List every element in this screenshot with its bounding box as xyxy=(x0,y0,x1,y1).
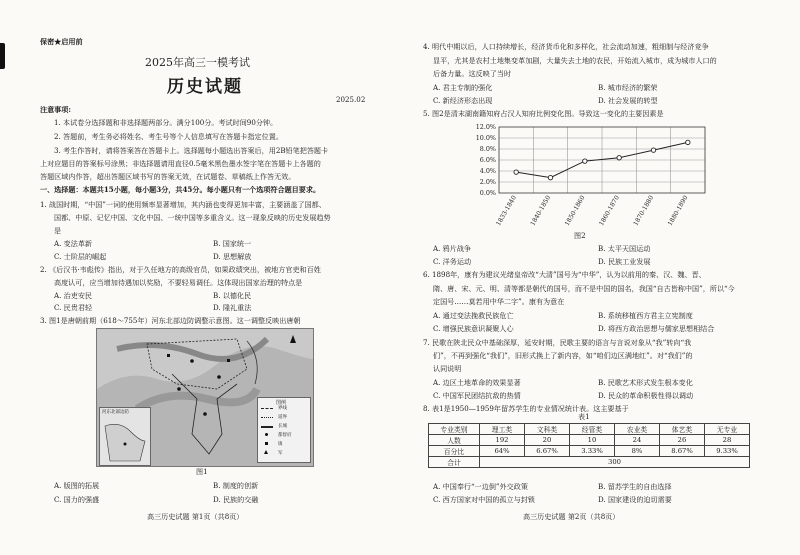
table-cell: 300 xyxy=(480,457,750,468)
table-row xyxy=(429,446,750,457)
q4-option-d[interactable]: D. 社会发展的转型 xyxy=(598,96,658,105)
data-point xyxy=(617,156,621,160)
q6-option-a[interactable]: A. 通过变法挽救民族危亡 xyxy=(433,311,514,320)
tang-border-map xyxy=(96,328,314,467)
q1-option-a[interactable]: A. 变法革新 xyxy=(54,239,93,248)
q7-stem: 们”，不再到强化“我们”，旧形式换上了新内容，如“咱们边区满地红”。对“我们”的 xyxy=(433,351,693,360)
x-tick-label: 1860-1870 xyxy=(598,194,621,228)
q7-option-c[interactable]: C. 中国军民团结抗敌的热情 xyxy=(433,391,521,400)
y-tick-label: 8.0% xyxy=(479,145,496,153)
q7-stem: 7. 民歌在陕北民众中基础深厚，延安时期，民歌主要的语言与言说对象从“我”转向“我 xyxy=(423,338,692,347)
table-cell: 8% xyxy=(615,446,660,457)
x-tick-label: 1840-1850 xyxy=(529,194,553,228)
legend-circuit: 道界 xyxy=(278,415,287,420)
table-cell: 百分比 xyxy=(429,446,480,457)
q1-option-b[interactable]: B. 国家统一 xyxy=(213,239,252,248)
q7-stem: 认同说明 xyxy=(433,364,462,373)
x-tick-label: 1833-1840 xyxy=(495,194,518,228)
legend-swatch-wall xyxy=(261,426,273,428)
table-header-cell: 体艺类 xyxy=(660,424,705,435)
q3-stem: 3. 图1是唐朝前期（618～755年）河东北部边防调整示意图。这一调整反映出唐朝 xyxy=(40,316,301,325)
table-cell: 24 xyxy=(615,435,660,446)
note-line: 3. 考生作答时，请将答案答在答题卡上。选择题每小题选出答案后，用2B铅笔把答题卡 xyxy=(54,146,329,155)
q6-option-b[interactable]: B. 系统移植西方君主立宪制度 xyxy=(598,311,693,320)
q2-stem: 2. 《后汉书·韦彪传》指出，对于久任地方的高级官员，如果政绩突出，被地方官吏和百姓 xyxy=(40,265,321,274)
note-line: 1. 本试卷分选择题和非选择题两部分。满分100分。考试时间90分钟。 xyxy=(54,118,278,127)
data-point xyxy=(686,140,690,144)
legend-swatch-circuit xyxy=(261,417,273,418)
figure2-line-chart xyxy=(463,121,711,235)
table-cell: 192 xyxy=(480,435,525,446)
table-cell: 3.33% xyxy=(570,446,615,457)
data-point xyxy=(548,175,552,179)
y-tick-label: 2.0% xyxy=(479,178,496,186)
table-header-cell: 文科类 xyxy=(525,424,570,435)
table-header-cell: 专业类别 xyxy=(429,424,480,435)
footer-right: 高三历史试题 第2页（共8页） xyxy=(523,512,620,521)
table-header-cell: 无专业 xyxy=(705,424,750,435)
legend-dudufu: 都督府 xyxy=(278,433,292,438)
notes-heading: 注意事项: xyxy=(40,105,71,114)
legend-title: 图例 xyxy=(276,400,287,406)
q1-option-d[interactable]: D. 思想解放 xyxy=(213,252,252,261)
table-header-row xyxy=(429,424,750,435)
q3-option-a[interactable]: A. 版图的拓展 xyxy=(54,481,100,490)
exam-title: 2025年高三一模考试 xyxy=(145,56,250,69)
q5-option-a[interactable]: A. 鸦片战争 xyxy=(433,244,472,253)
q1-stem: 是 xyxy=(54,226,62,235)
figure2-caption: 图2 xyxy=(574,231,586,240)
footer-left: 高三历史试题 第1页（共8页） xyxy=(147,512,244,521)
q2-option-b[interactable]: B. 以德化民 xyxy=(213,291,252,300)
q7-option-d[interactable]: D. 民众的革命积极性得以调动 xyxy=(598,391,694,400)
data-point xyxy=(514,170,518,174)
table-cell: 人数 xyxy=(429,435,480,446)
table-cell: 26 xyxy=(660,435,705,446)
legend-army: 军 xyxy=(278,451,283,456)
q4-stem: 显平，尤其是农村土地集变革加剧，大量失去土地的农民，开始流入城市，成为城市人口的 xyxy=(433,56,717,65)
legend-boundary: 界线 xyxy=(278,406,287,411)
table-total-row xyxy=(429,457,750,468)
y-tick-label: 4.0% xyxy=(479,167,496,175)
legend-swatch-boundary xyxy=(261,408,273,409)
q1-option-c[interactable]: C. 士阶层的崛起 xyxy=(54,252,107,261)
legend-town: 镇 xyxy=(278,442,283,447)
x-tick-label: 1850-1860 xyxy=(563,194,587,228)
q5-stem: 5. 图2是清末湖南籍知府占汉人知府比例变化图。导致这一变化的主要因素是 xyxy=(423,109,664,118)
data-point xyxy=(583,159,587,163)
y-tick-label: 0.0% xyxy=(479,189,496,197)
q8-option-a[interactable]: A. 中国奉行“一边倒”外交政策 xyxy=(433,482,528,491)
q5-option-d[interactable]: D. 民族工业发展 xyxy=(598,257,651,266)
table-row xyxy=(429,435,750,446)
section-one-heading: 一、选择题：本题共15小题，每小题3分，共45分。每小题只有一个选项符合题目要求。 xyxy=(40,185,321,194)
map-legend xyxy=(257,397,311,463)
page-edge-marker xyxy=(0,43,5,69)
y-tick-label: 12.0% xyxy=(475,123,496,131)
q5-option-b[interactable]: B. 太平天国运动 xyxy=(598,244,651,253)
q8-option-c[interactable]: C. 西方国家对中国的孤立与封锁 xyxy=(433,495,535,504)
q5-option-c[interactable]: C. 洋务运动 xyxy=(433,257,472,266)
table-cell: 28 xyxy=(705,435,750,446)
table-cell: 8.67% xyxy=(660,446,705,457)
subject-title: 历史试题 xyxy=(167,77,243,97)
data-point xyxy=(651,148,655,152)
q6-option-c[interactable]: C. 增强民族意识凝聚人心 xyxy=(433,324,514,333)
y-tick-label: 6.0% xyxy=(479,156,496,164)
inset-graphic xyxy=(100,416,150,466)
q6-stem: 隋、唐、宋、元、明、清等都是朝代的国号，而不是中国的国名，我国“自古皆称中国”，所以“今 xyxy=(433,284,735,293)
table-header-cell: 经管类 xyxy=(570,424,615,435)
y-tick-label: 10.0% xyxy=(475,134,496,142)
q7-option-b[interactable]: B. 民歌艺术形式发生根本变化 xyxy=(598,378,693,387)
q1-stem: 1. 战国时期，“中国”一词的使用频率显著增加，其内涵也变得更加丰富，主要涵盖了国都、 xyxy=(40,200,326,209)
table-cell: 6.67% xyxy=(525,446,570,457)
table1-caption: 表1 xyxy=(578,412,590,421)
legend-wall: 长城 xyxy=(278,424,287,429)
table-cell: 9.33% xyxy=(705,446,750,457)
note-line: 答题区域内作答，超出答题区域书写的答案无效，在试题卷、草稿纸上作答无效。 xyxy=(40,172,296,181)
x-tick-label: 1880-1890 xyxy=(666,194,690,228)
table-cell: 64% xyxy=(480,446,525,457)
q4-option-c[interactable]: C. 新经济形态出现 xyxy=(433,96,493,105)
table1-study-abroad xyxy=(428,423,750,468)
table-cell: 10 xyxy=(570,435,615,446)
table-header-cell: 理工类 xyxy=(480,424,525,435)
q4-option-a[interactable]: A. 君主专制的强化 xyxy=(433,83,493,92)
legend-swatch-dudufu xyxy=(265,433,268,436)
q6-stem: 定国号……莫若用中华二字”。康有为意在 xyxy=(433,297,565,306)
q2-option-d[interactable]: D. 隆礼重法 xyxy=(213,303,252,312)
q6-stem: 6. 1898年，康有为建议光绪皇帝改“大清”国号为“中华”，认为以前用的秦、汉、魏、晋、 xyxy=(423,270,706,279)
confidential-label: 保密★启用前 xyxy=(40,37,83,46)
q3-option-b[interactable]: B. 制度的创新 xyxy=(213,481,259,490)
legend-swatch-town xyxy=(265,442,268,445)
map-inset xyxy=(99,407,151,466)
figure1-caption: 图1 xyxy=(196,467,208,476)
q2-option-a[interactable]: A. 治吏安民 xyxy=(54,291,93,300)
x-tick-label: 1870-1880 xyxy=(632,194,656,228)
q3-option-d[interactable]: D. 民族的交融 xyxy=(213,495,259,504)
table-cell: 合计 xyxy=(429,457,480,468)
table-header-cell: 农业类 xyxy=(615,424,660,435)
q8-option-b[interactable]: B. 留苏学生的自由选择 xyxy=(598,482,672,491)
q8-option-d[interactable]: D. 国家建设的迫切需要 xyxy=(598,495,672,504)
q3-option-c[interactable]: C. 国力的强盛 xyxy=(54,495,100,504)
q4-stem: 后备力量。这反映了当时 xyxy=(433,69,512,78)
note-line: 上对应题目的答案标号涂黑；非选择题请用直径0.5毫米黑色墨水签字笔在答题卡上各题的 xyxy=(40,159,321,168)
q4-option-b[interactable]: B. 城市经济的繁荣 xyxy=(598,83,658,92)
q7-option-a[interactable]: A. 边区土地革命的效果显著 xyxy=(433,378,521,387)
q2-option-c[interactable]: C. 民贵君轻 xyxy=(54,303,93,312)
note-line: 2. 答题前，考生务必将姓名、考生号等个人信息填写在答题卡指定位置。 xyxy=(54,132,283,141)
q8-stem: 8. 表1是1950—1959年留苏学生的专业情况统计表。这主要基于 xyxy=(423,404,629,413)
q2-stem: 高度认可，应当增加待遇加以奖励，不要轻易调任。这体现出国家治理的特点是 xyxy=(54,278,303,287)
q6-option-d[interactable]: D. 将西方政治思想与儒家思想相结合 xyxy=(598,324,715,333)
legend-swatch-army xyxy=(264,450,268,454)
inset-title: 河东北部边防 xyxy=(102,410,129,415)
q4-stem: 4. 明代中期以后，人口持续增长，经济货币化和多样化，社会流动加速，粗细制与经济竞争 xyxy=(423,42,709,51)
q1-stem: 国都、中原、记忆中国、文化中国、一统中国等多重含义。这一现象反映的历史发展趋势 xyxy=(54,213,331,222)
table-cell: 20 xyxy=(525,435,570,446)
exam-date: 2025.02 xyxy=(336,95,366,104)
